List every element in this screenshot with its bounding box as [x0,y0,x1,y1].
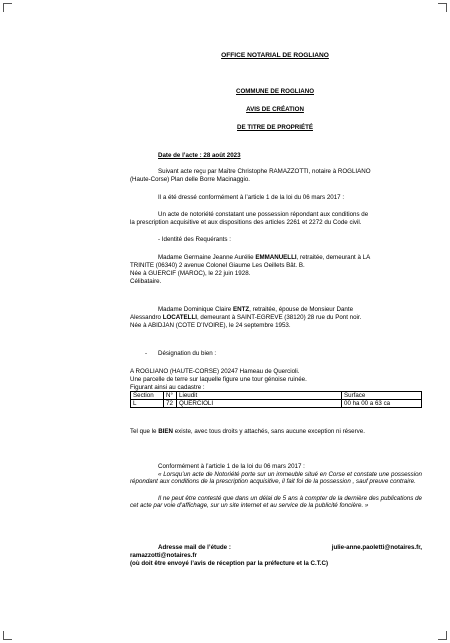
tel-post: existe, avec tous droits y attachés, sans aucune exception ni réserve. [173,428,365,435]
tel-pre: Tel que le [130,428,159,435]
tel-que-line [130,428,365,435]
requerant1-line-4: Célibataire. [130,278,162,285]
requerant2-line2-post: , demeurant à SAINT-EGREVE (38120) 28 rue du Pont noir. [196,314,362,321]
acte-line-1: Un acte de notoriété constatant une possession répondant aux conditions de [158,211,369,218]
cadastre-header-numero: N° [164,392,177,400]
cadastre-table [130,391,422,408]
adresse-line-1 [158,544,422,551]
requerant1-name: EMMANUELLI [255,254,297,261]
date-acte: Date de l’acte : 28 août 2023 [158,152,241,159]
requerant1-line-3: Née à GUERCIF (MAROC), le 22 juin 1928. [130,270,251,277]
requerant1-line-1 [158,254,370,261]
cadastre-cell-numero: 72 [164,400,177,408]
requerant2-spouse-name: LOCATELLI [162,314,197,321]
tel-bien: BIEN [158,428,174,435]
requerant2-line-1 [158,306,353,313]
requerant2-pre: Madame Dominique Claire [158,306,233,313]
adresse-note: (où doit être envoyé l’avis de réception par la préfecture et la C.T.C) [130,560,329,567]
crop-mark-top-left [3,3,12,12]
avis-title: AVIS DE CRÉATION [246,106,304,113]
bien-title: Désignation du bien : [158,350,217,357]
requerant1-pre: Madame Germaine Jeanne Aurélie [158,254,256,261]
acte-line-2: la prescription acquisitive et aux dispositions des articles 2261 et 2272 du Code civil. [130,219,362,226]
requerant1-post: , retraitée, demeurant à LA [296,254,371,261]
conforme-line: Conformément à l’article 1 de la loi du 06 mars 2017 : [158,463,305,470]
suivant-line-2: (Haute-Corse) Plan delle Borre Macinaggio. [130,176,251,183]
requerant2-post: , retraitée, épouse de Monsieur Dante [249,306,354,313]
commune-title: COMMUNE DE ROGLIANO [235,88,315,95]
dresse-line: Il a été dressé conformément à l’article 1 de la loi du 06 mars 2017 : [158,194,345,201]
bien-line-2: Une parcelle de terre sur laquelle figure une tour génoise ruinée. [130,376,307,383]
bien-line-3: Figurant ainsi au cadastre : [130,384,205,391]
cadastre-cell-surface: 00 ha 00 a 63 ca [342,400,422,408]
adresse-label-text: Adresse mail de l’étude : [158,544,231,551]
cadastre-cell-lieudit: QUERCIOLI [177,400,342,408]
quote-paragraph-2: Il ne peut être contesté que dans un délai de 5 ans à compter de la dernière des publications de cet acte par voie d’affichage, sur un site internet et au service de la publicité foncière. » [130,495,422,510]
requerant2-line2-pre: Alessandro [130,314,163,321]
cadastre-header-section: Section [131,392,164,400]
adresse-email-1: julie-anne.paoletti@notaires.fr, [331,544,422,551]
table-row [131,400,422,408]
crop-mark-top-right [438,3,447,12]
bien-line-1: A ROGLIANO (HAUTE-CORSE) 20247 Hameau de Quercioli. [130,368,300,375]
quote-paragraph-1: « Lorsqu’un acte de Notoriété porte sur un immeuble situé en Corse et constate une possession répondant aux conditions de la prescription acquisitive, il fait foi de la possession , sauf preuve contraire. [130,471,422,486]
requerant1-line-2: TRINITE (06340) 2 avenue Colonel Giaume Les Oeillets Bât. B. [130,262,305,269]
requerant2-line-2 [130,314,361,321]
cadastre-header-lieudit: Lieudit [177,392,342,400]
adresse-email-2: ramazzotti@notaires.fr [130,552,197,559]
crop-mark-bottom-left [3,631,12,640]
suivant-line-1: Suivant acte reçu par Maître Christophe RAMAZZOTTI, notaire à ROGLIANO [158,168,371,175]
requerant2-name: ENTZ [232,306,250,313]
office-title: OFFICE NOTARIAL DE ROGLIANO [221,52,329,59]
cadastre-header-row [131,392,422,400]
crop-mark-bottom-right [438,631,447,640]
titre-title: DE TITRE DE PROPRIÉTÉ [237,124,313,131]
adresse-label [158,544,288,551]
bien-dash: - [145,350,148,357]
identite-label: - Identité des Requérants : [158,236,231,243]
cadastre-cell-section: L [131,400,164,408]
requerant2-line-3: Née à ABIDJAN (COTE D’IVOIRE), le 24 septembre 1953. [130,322,291,329]
cadastre-header-surface: Surface [342,392,422,400]
